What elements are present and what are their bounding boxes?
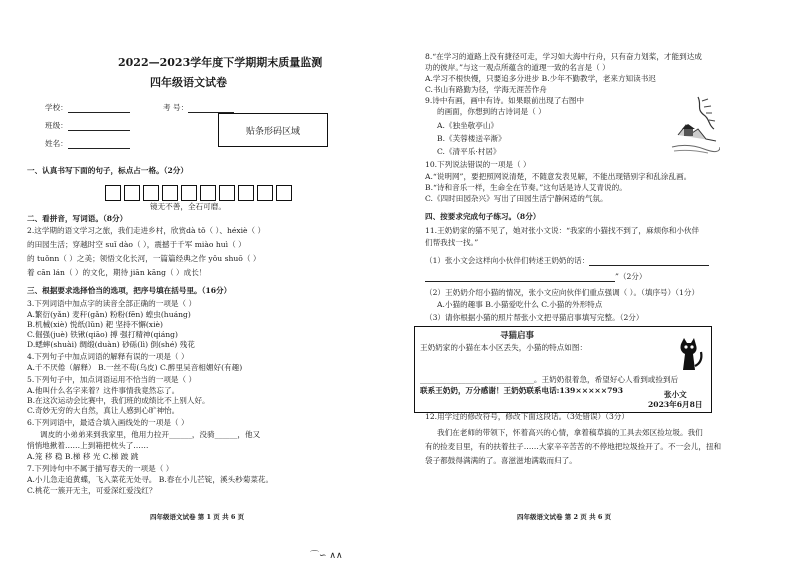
page-bottom-mark: ⌒∽ ∧∧ [310,551,343,561]
question-11: 11.王奶奶家的猫不见了，她对张小文说：“我家的小猫找不到了，麻烦你和小伙伴 [425,226,700,235]
question-6-options: A.笼 移 稳 B.梯 移 光 C.梯 跛 跳 [27,452,139,461]
question-8-options-ab: A.学习不根快慢，只要追多分进步 B.少年不勤教学，老来方知读书迟 [425,74,656,83]
question-11-part-1-score: ”（2分） [425,272,647,282]
grid-cell[interactable] [124,185,140,201]
grid-cell[interactable] [276,185,292,201]
section-2-heading: 二、看拼音，写词语。（8分） [27,214,128,223]
question-6: 6.下列词语中，最适合填入画线处的一项是（ ） [27,418,189,427]
pinyin-line-3: 的 tuǒnn（ ）之美；领悟文化长河，一篇篇经典之作 yǒu shuō（ ） [27,254,261,263]
question-10-option-a: A.“说明网”，要把照网说清楚，不随意发表见解，不能出现错别字和乱涂乱画。 [425,172,692,181]
question-11-part-2: （2）王奶奶介绍小猫的情况，张小文应向伙伴们重点强调（ ）。（填序号）（1分） [425,288,700,297]
question-10: 10.下列说法错误的一项是（ ） [425,160,531,169]
grid-cell[interactable] [162,185,178,201]
copy-sentence: 镜无不善，全石可磨。 [150,202,226,211]
question-9: 9.诗中有画，画中有诗。如果眼前出现了右图中 [425,96,585,105]
section-3-heading: 三、根据要求选择恰当的选项，把序号填在括号里。（16分） [27,286,232,295]
question-9-option-c: C.《清平乐·村居》 [437,147,501,156]
question-5-option-c: C.奇妙无穷的大自然，真让人感到心旷神怡。 [27,406,180,415]
question-8-cont: 功的彼岸。”与这一观点所蕴含的道理一致的名言是（ ） [425,63,610,72]
section-4-heading: 四、按要求完成句子练习。（8分） [425,212,541,221]
name-label: 姓名： [45,139,130,149]
question-12: 12.用学过的修改符号，修改下面这段话。（3处错误）（3分） [425,412,629,421]
question-10-option-b: B.“诗和音乐一样，生命全在节奏。”这句话是诗人艾青说的。 [425,183,627,192]
question-12-line-3: 袋子都鼓得满满的了。喜滋滋地满载而归了。 [425,456,577,465]
notice-line-3: 联系王奶奶，万分感谢！王奶奶联系电话:139×××××793 [420,386,624,395]
page-1-footer: 四年级语文试卷 第 1 页 共 6 页 [150,513,245,521]
notice-signature: 张小文 [664,390,687,399]
exam-title: 2022—2023学年度下学期期末质量监测 [118,56,323,69]
question-6-text-2: 悄悄地揪着……上到箱把枕头了…… [27,441,149,450]
question-5: 5.下列句子中，加点词语运用不恰当的一项是（ ） [27,375,197,384]
notice-date: 2023年6月8日 [648,400,703,409]
grid-cell[interactable] [238,185,254,201]
question-8: 8.“在学习的道路上没有捷径可走，学习如大海中行舟，只有奋力划桨，才能到达成 [425,52,702,61]
question-3: 3.下列词语中加点字的读音全部正确的一项是（ ） [27,299,197,308]
grid-cell[interactable] [219,185,235,201]
question-3-option-b: B.机械(xiè) 悦纸(lǔn) 耙 坚持不懈(xiè) [27,320,163,329]
black-cat-icon [675,336,705,376]
question-4-options: A.千不厌倦（解释） B.一丝不苟(乌皮) C.醉里吴音相媚好(有趣) [27,363,243,372]
grid-cell[interactable] [257,185,273,201]
question-7-option-c: C.桃花一簇开无主，可爱深红爱浅红？ [27,486,157,495]
question-11-part-3: （3）请你根据小猫的照片帮张小文把寻猫启事填写完整。（2分） [425,313,644,322]
question-5-option-b: B.在这次运动会比赛中，我们班的成绩比不上别人好。 [27,396,210,405]
question-11-cont: 们帮我找一找。” [425,238,479,247]
question-4: 4.下列句子中加点词语的解释有误的一项是（ ） [27,352,189,361]
pinyin-line-1: 2.这学期的语文学习之旅，我们走进乡村，欣赏dà tǒ（ ）、héxiè（ ） [27,226,266,235]
page-2-footer: 四年级语文试卷 第 2 页 共 6 页 [517,513,612,521]
grid-cell[interactable] [105,185,121,201]
grid-cell[interactable] [143,185,159,201]
landscape-painting-image [668,95,720,157]
question-12-line-2: 有的捡麦目里，有的扶着拄子……大家辛辛苦苦的不停地把垃圾捡开了。不一会儿，扭和 [425,442,722,451]
pinyin-line-2: 的田园生活；穿越时空 suǐ dào（ ），震撼于千军 miào huì（ ） [27,240,246,249]
question-9-option-a: A.《独坐敬亭山》 [437,121,499,130]
question-3-option-a: A.繁衍(yǎn) 麦秆(gǎn) 粉粉(fēn) 蝗虫(huáng) [27,310,191,319]
question-7-option-ab: A.小儿急走追黄蝶，飞入菜花无处寻。 B.春在小儿芒锭，溪头秒菊菜花。 [27,475,274,484]
id-label: 考 号： [163,103,234,113]
question-3-option-d: D.蟋蟀(shuài) 绸缎(duàn) 砂砾(lì) 倒(shé) 残花 [27,340,195,349]
question-6-text-1: 调皮的小弟弟来到我家里，他用力拉开______，没骑______，他又 [40,430,261,439]
notice-line-1: 王奶奶家的小猫在本小区丢失，小猫的特点如图： [420,343,588,352]
class-label: 班级： [45,121,130,131]
question-11-part-1: （1）张小文会这样向小伙伴们转述王奶奶的话： [425,256,709,266]
notice-line-2: ______________________________。王奶奶很着急，希望好心人看到或捡到后 [420,375,679,384]
question-5-option-a: A.他叫什么名字来着？这件事情我竟然忘了。 [27,386,180,395]
question-3-option-c: C.倔强(juè) 铁锹(qiāo) 搏 强打精神(qiáng) [27,330,179,339]
question-12-line-1: 我们在老师的带领下，怀着高兴的心情，拿着稿草搞的工具去郊区捡垃圾。我们 [437,428,703,437]
notice-title: 寻猫启事 [500,331,535,341]
exam-subtitle: 四年级语文试卷 [150,76,227,89]
pinyin-line-4: 着 cān lán（ ）的文化，期待 jiān kāng（ ）成长！ [27,268,207,277]
question-11-part-2-options: A.小猫的趣事 B.小猫爱吃什么 C.小猫的外形特点 [437,300,603,309]
barcode-area: 贴条形码区域 [218,113,328,147]
grid-cell[interactable] [181,185,197,201]
school-label: 学校： [45,103,130,113]
writing-grid [105,185,295,201]
grid-cell[interactable] [200,185,216,201]
question-9-option-b: B.《芙蓉楼送辛渐》 [437,134,506,143]
question-9-cont: 的画面，你想到的古诗词是（ ） [437,107,546,116]
question-8-option-c: C.书山有路勤为径，学海无涯苦作舟 [425,85,547,94]
question-10-option-c: C.《四时田园杂兴》写出了田园生活宁静闲适的气氛。 [425,194,608,203]
question-7: 7.下列诗句中不属于描写春天的一项是（ ） [27,464,174,473]
section-1-heading: 一、认真书写下面的句子，标点占一格。（2分） [27,166,188,175]
page-2 [397,0,794,561]
